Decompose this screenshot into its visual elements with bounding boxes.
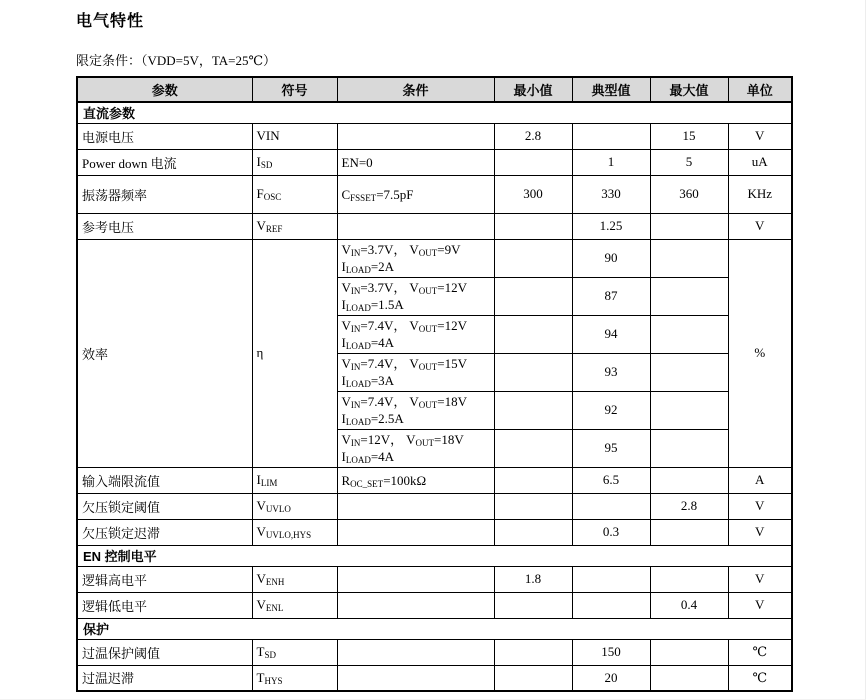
min-cell — [494, 353, 572, 391]
table-row — [77, 467, 792, 493]
condition-cell: $R_{OC\_SET}=100k\Omega$ — [337, 467, 494, 493]
max-cell — [650, 639, 728, 665]
param-cell: 参考电压 — [77, 213, 252, 239]
max-cell — [650, 566, 728, 592]
table-row — [77, 665, 792, 691]
unit-cell: uA — [728, 149, 792, 175]
typ-cell — [572, 123, 650, 149]
table-row — [77, 213, 792, 239]
table-row — [77, 519, 792, 545]
param-cell: 过温迟滞 — [77, 665, 252, 691]
condition-cell: $V_{IN}=12V$， $V_{OUT}=18V$ $I_{LOAD}=4A$ — [337, 429, 494, 467]
min-cell: 2.8 — [494, 123, 572, 149]
max-cell — [650, 467, 728, 493]
typ-cell: 330 — [572, 175, 650, 213]
condition-cell — [337, 566, 494, 592]
unit-cell: ℃ — [728, 665, 792, 691]
condition-cell — [337, 213, 494, 239]
param-cell: Power down 电流 — [77, 149, 252, 175]
unit-cell: ℃ — [728, 639, 792, 665]
param-cell: 过温保护阈值 — [77, 639, 252, 665]
max-cell: 15 — [650, 123, 728, 149]
condition-cell: $V_{IN}=7.4V$， $V_{OUT}=15V$ $I_{LOAD}=3A$ — [337, 353, 494, 391]
condition-cell — [337, 592, 494, 618]
typ-cell: 150 — [572, 639, 650, 665]
unit-cell: V — [728, 493, 792, 519]
unit-cell: V — [728, 519, 792, 545]
max-cell — [650, 353, 728, 391]
min-cell — [494, 467, 572, 493]
min-cell — [494, 277, 572, 315]
param-cell: 效率 — [77, 239, 252, 467]
typ-cell: 95 — [572, 429, 650, 467]
table-row — [77, 149, 792, 175]
max-cell — [650, 519, 728, 545]
symbol-cell: $T_{HYS}$ — [252, 665, 337, 691]
max-cell — [650, 277, 728, 315]
table-row — [77, 123, 792, 149]
table-header-row — [77, 77, 792, 102]
section-label: EN 控制电平 — [77, 545, 792, 566]
condition-cell: $C_{FSSET}=7.5pF$ — [337, 175, 494, 213]
typ-cell — [572, 592, 650, 618]
typ-cell: 1 — [572, 149, 650, 175]
param-cell: 振荡器频率 — [77, 175, 252, 213]
min-cell — [494, 493, 572, 519]
symbol-cell: $V_{UVLO}$ — [252, 493, 337, 519]
min-cell — [494, 315, 572, 353]
param-cell: 欠压锁定阈值 — [77, 493, 252, 519]
section-label: 保护 — [77, 618, 792, 639]
condition-cell: $V_{IN}=7.4V$， $V_{OUT}=18V$ $I_{LOAD}=2.5A$ — [337, 391, 494, 429]
symbol-cell: η — [252, 239, 337, 467]
max-cell — [650, 315, 728, 353]
header-cell: 最大值 — [650, 77, 728, 102]
typ-cell: 94 — [572, 315, 650, 353]
typ-cell — [572, 566, 650, 592]
param-cell: 输入端限流值 — [77, 467, 252, 493]
section-row — [77, 545, 792, 566]
electrical-characteristics-table — [76, 76, 793, 692]
symbol-cell: $I_{SD}$ — [252, 149, 337, 175]
min-cell — [494, 391, 572, 429]
unit-cell: V — [728, 213, 792, 239]
condition-cell — [337, 123, 494, 149]
typ-cell: 93 — [572, 353, 650, 391]
min-cell — [494, 429, 572, 467]
condition-cell: $V_{IN}=7.4V$， $V_{OUT}=12V$ $I_{LOAD}=4A$ — [337, 315, 494, 353]
header-cell: 最小值 — [494, 77, 572, 102]
table-row — [77, 239, 792, 277]
param-cell: 电源电压 — [77, 123, 252, 149]
table-row — [77, 493, 792, 519]
typ-cell: 90 — [572, 239, 650, 277]
test-conditions-note: 限定条件：（VDD=5V，TA=25℃） — [76, 53, 277, 68]
condition-cell: $V_{IN}=3.7V$， $V_{OUT}=12V$ $I_{LOAD}=1.5A$ — [337, 277, 494, 315]
section-row — [77, 102, 792, 123]
header-cell: 单位 — [728, 77, 792, 102]
condition-cell — [337, 519, 494, 545]
symbol-cell: $V_{UVLO,HYS}$ — [252, 519, 337, 545]
typ-cell: 87 — [572, 277, 650, 315]
param-cell: 逻辑低电平 — [77, 592, 252, 618]
symbol-cell: $F_{OSC}$ — [252, 175, 337, 213]
min-cell — [494, 639, 572, 665]
min-cell — [494, 592, 572, 618]
max-cell — [650, 391, 728, 429]
max-cell: 0.4 — [650, 592, 728, 618]
section-label: 直流参数 — [77, 102, 792, 123]
table-row — [77, 592, 792, 618]
typ-cell: 20 — [572, 665, 650, 691]
symbol-cell: $V_{ENH}$ — [252, 566, 337, 592]
min-cell: 300 — [494, 175, 572, 213]
table-body — [77, 102, 792, 691]
min-cell — [494, 149, 572, 175]
condition-cell: $V_{IN}=3.7V$， $V_{OUT}=9V$ $I_{LOAD}=2A$ — [337, 239, 494, 277]
symbol-cell: VIN — [252, 123, 337, 149]
symbol-cell: $V_{REF}$ — [252, 213, 337, 239]
min-cell — [494, 665, 572, 691]
header-cell: 条件 — [337, 77, 494, 102]
unit-cell: V — [728, 592, 792, 618]
unit-cell: V — [728, 566, 792, 592]
condition-cell — [337, 665, 494, 691]
condition-cell — [337, 493, 494, 519]
symbol-cell: $T_{SD}$ — [252, 639, 337, 665]
table-row — [77, 566, 792, 592]
typ-cell: 0.3 — [572, 519, 650, 545]
table-row — [77, 175, 792, 213]
typ-cell: 6.5 — [572, 467, 650, 493]
condition-cell: EN=0 — [337, 149, 494, 175]
max-cell: 360 — [650, 175, 728, 213]
max-cell — [650, 429, 728, 467]
typ-cell: 1.25 — [572, 213, 650, 239]
unit-cell: KHz — [728, 175, 792, 213]
min-cell: 1.8 — [494, 566, 572, 592]
max-cell — [650, 239, 728, 277]
header-cell: 参数 — [77, 77, 252, 102]
condition-cell — [337, 639, 494, 665]
header-cell: 符号 — [252, 77, 337, 102]
unit-cell: % — [728, 239, 792, 467]
header-cell: 典型值 — [572, 77, 650, 102]
max-cell: 2.8 — [650, 493, 728, 519]
param-cell: 欠压锁定迟滞 — [77, 519, 252, 545]
typ-cell — [572, 493, 650, 519]
unit-cell: V — [728, 123, 792, 149]
min-cell — [494, 213, 572, 239]
symbol-cell: $I_{LIM}$ — [252, 467, 337, 493]
page-title: 电气特性 — [76, 13, 145, 30]
min-cell — [494, 239, 572, 277]
max-cell — [650, 665, 728, 691]
symbol-cell: $V_{ENL}$ — [252, 592, 337, 618]
typ-cell: 92 — [572, 391, 650, 429]
min-cell — [494, 519, 572, 545]
table-row — [77, 639, 792, 665]
max-cell: 5 — [650, 149, 728, 175]
param-cell: 逻辑高电平 — [77, 566, 252, 592]
max-cell — [650, 213, 728, 239]
section-row — [77, 618, 792, 639]
unit-cell: A — [728, 467, 792, 493]
